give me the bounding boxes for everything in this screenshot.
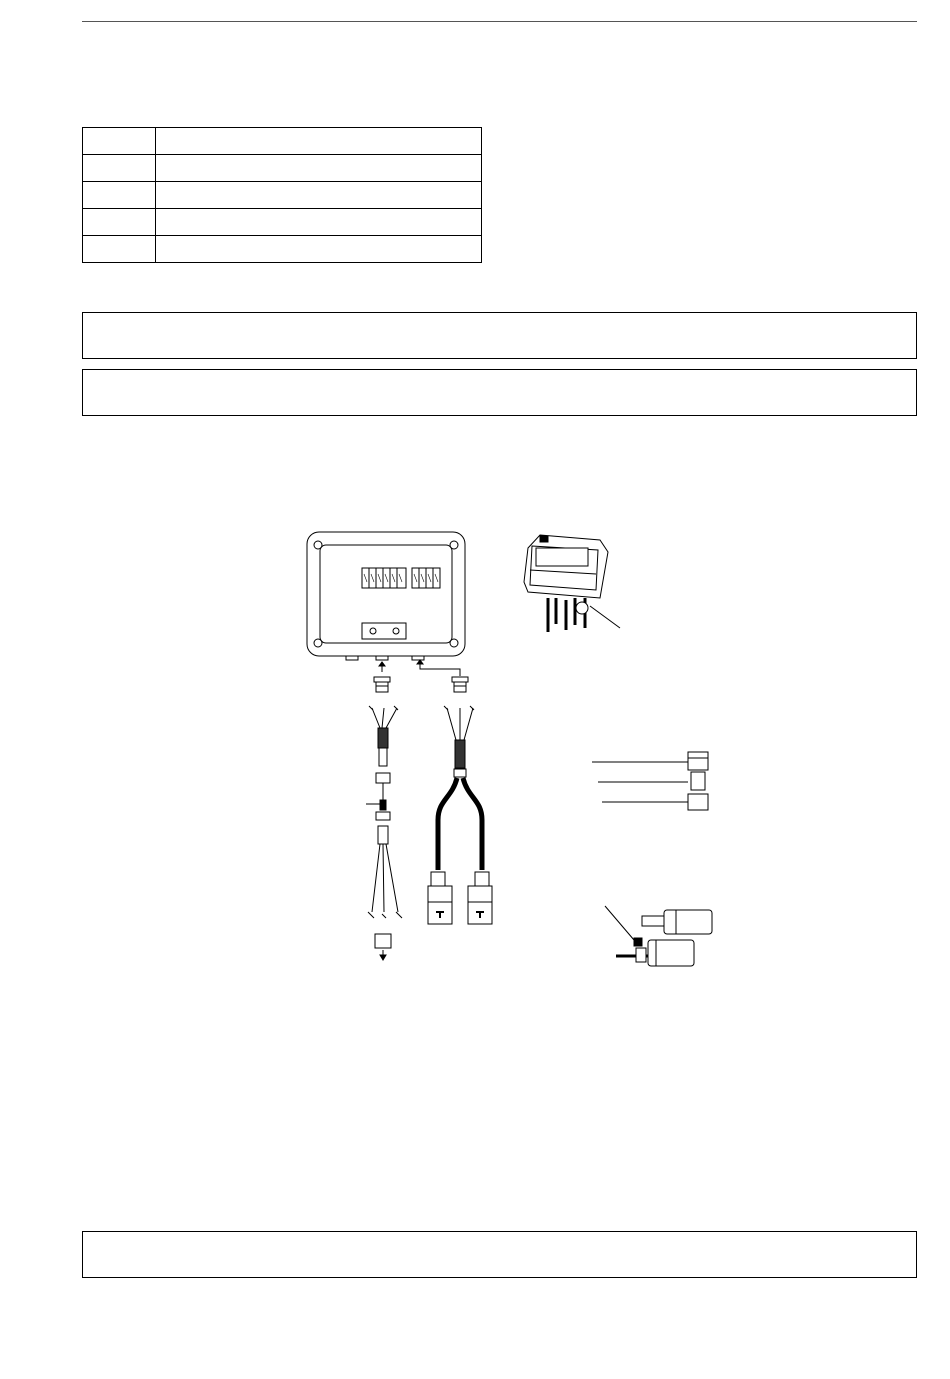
- table-cell: [83, 236, 156, 263]
- table-cell: [156, 155, 482, 182]
- table-cell: [156, 182, 482, 209]
- table-cell: [156, 236, 482, 263]
- gland-exploded-icon: [592, 752, 708, 810]
- wiring-figure: [290, 525, 750, 980]
- spec-table: [82, 127, 482, 263]
- header-rule: [82, 21, 917, 22]
- table-row: [83, 155, 482, 182]
- table-cell: [83, 128, 156, 155]
- table-cell: [83, 209, 156, 236]
- sensor-assembly-icon: [605, 906, 712, 966]
- note-box-3: [82, 1231, 917, 1278]
- table-cell: [156, 209, 482, 236]
- note-box-2: [82, 369, 917, 416]
- table-row: [83, 128, 482, 155]
- enclosure-front-icon: [307, 532, 465, 676]
- sensor-cable-icon: [428, 706, 492, 924]
- enclosure-3d-icon: [524, 535, 620, 632]
- table-cell: [83, 155, 156, 182]
- table-cell: [156, 128, 482, 155]
- table-cell: [83, 182, 156, 209]
- table-row: [83, 182, 482, 209]
- note-box-1: [82, 312, 917, 359]
- table-row: [83, 209, 482, 236]
- sensor-cable-icon: [366, 706, 402, 960]
- table-row: [83, 236, 482, 263]
- cable-gland-icon: [374, 677, 468, 692]
